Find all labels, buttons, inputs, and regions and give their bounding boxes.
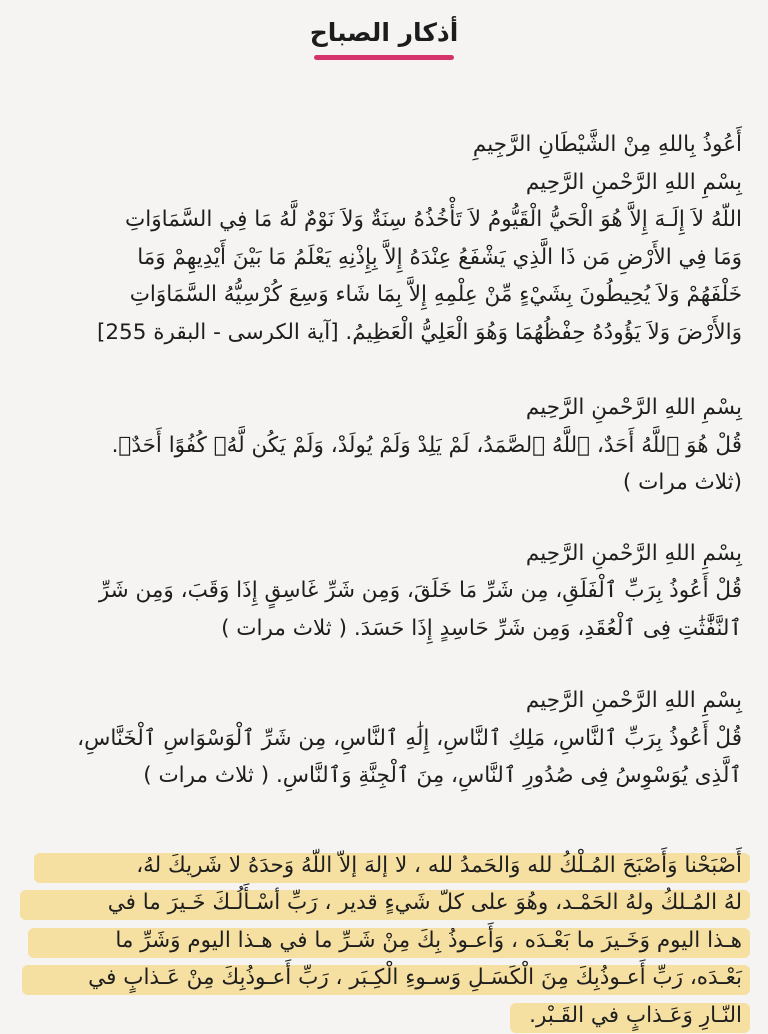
text-line: ٱلنَّفَّٰثَٰتِ فِى ٱلْعُقَدِ، وَمِن شَرِّ حَاسِدٍ إِذَا حَسَدَ. ( ثلاث مرات ) xyxy=(34,610,742,648)
section-al-ikhlas xyxy=(34,389,742,502)
highlighted-text: هـذا اليوم وَخَـيرَ ما بَعْـدَه ، وَأَعـوذُ بِكَ مِنْ شَـرِّ ما في هـذا اليوم وَشَرِّ ما xyxy=(115,928,742,953)
text-line: بِسْمِ اللهِ الرَّحْمنِ الرَّحِيم xyxy=(34,682,742,720)
highlighted-line xyxy=(34,997,742,1034)
highlighted-line xyxy=(34,847,742,885)
highlighted-line xyxy=(34,959,742,997)
highlighted-text: بَعْـدَه، رَبِّ أَعـوذُبِكَ مِنَ الْكَسَـلِ وَسـوءِ الْكِـبَر ، رَبِّ أَعـوذُبِكَ مِنْ عَـذابٍ في xyxy=(88,965,742,990)
text-line: بِسْمِ اللهِ الرَّحْمنِ الرَّحِيم xyxy=(34,389,742,427)
highlighted-text: أَصْبَحْنا وَأَصْبَحَ المُـلْكُ لله وَالحَمدُ لله ، لا إلهَ إلاّ اللّهُ وَحدَهُ لا شَريكَ لهُ، xyxy=(136,853,742,878)
highlighted-text: لهُ المُـلكُ ولهُ الحَمْـد، وهُوَ على كلّ شَيءٍ قدير ، رَبِّ أسْـأَلُـكَ خَـيرَ ما في xyxy=(108,890,742,915)
section-an-nas xyxy=(34,682,742,795)
highlighted-line xyxy=(34,884,742,922)
text-line: أَعُوذُ بِاللهِ مِنْ الشَّيْطَانِ الرَّجِيمِ xyxy=(34,126,742,164)
text-line: قُلْ أَعُوذُ بِرَبِّ ٱلْفَلَقِ، مِن شَرِّ مَا خَلَقَ، وَمِن شَرِّ غَاسِقٍ إِذَا وَقَبَ، وَمِن شَرِّ xyxy=(34,572,742,610)
text-line: بِسْمِ اللهِ الرَّحْمنِ الرَّحِيم xyxy=(34,535,742,573)
text-line: وَالأَرْضَ وَلاَ يَؤُودُهُ حِفْظُهُمَا وَهُوَ الْعَلِيُّ الْعَظِيمُ. [آية الكرسى - البقرة 255] xyxy=(34,314,742,352)
text-line: قُلْ أَعُوذُ بِرَبِّ ٱلنَّاسِ، مَلِكِ ٱلنَّاسِ، إِلَٰهِ ٱلنَّاسِ، مِن شَرِّ ٱلْوَسْوَاسِ ٱلْخَنَّاسِ، xyxy=(34,720,742,758)
text-line: خَلْفَهُمْ وَلاَ يُحِيطُونَ بِشَيْءٍ مِّنْ عِلْمِهِ إِلاَّ بِمَا شَاء وَسِعَ كُرْسِيُّهُ السَّمَاوَاتِ xyxy=(34,276,742,314)
section-ayat-al-kursi xyxy=(34,126,742,351)
text-line: وَمَا فِي الأَرْضِ مَن ذَا الَّذِي يَشْفَعُ عِنْدَهُ إِلاَّ بِإِذْنِهِ يَعْلَمُ مَا بَيْنَ أَيْدِيهِمْ وَمَا xyxy=(34,239,742,277)
text-line: بِسْمِ اللهِ الرَّحْمنِ الرَّحِيم xyxy=(34,164,742,202)
page-title: أذكار الصباح xyxy=(310,18,459,55)
section-al-falaq xyxy=(34,535,742,648)
text-line: (ثلاث مرات ) xyxy=(34,464,742,502)
header xyxy=(0,18,768,60)
text-line: اللّهُ لاَ إِلَـهَ إِلاَّ هُوَ الْحَيُّ الْقَيُّومُ لاَ تَأْخُذُهُ سِنَةٌ وَلاَ نَوْمٌ لَّهُ مَا فِي السَّمَاوَاتِ xyxy=(34,201,742,239)
text-line: قُلْ هُوَ ٱللَّهُ أَحَدٌ، ٱللَّهُ ٱلصَّمَدُ، لَمْ يَلِدْ وَلَمْ يُولَدْ، وَلَمْ يَكُن لَّهُۥ كُفُوًا أَحَدٌۢ. xyxy=(34,427,742,465)
document-body xyxy=(34,126,742,1034)
text-line: ٱلَّذِى يُوَسْوِسُ فِى صُدُورِ ٱلنَّاسِ، مِنَ ٱلْجِنَّةِ وَٱلنَّاسِ. ( ثلاث مرات ) xyxy=(34,757,742,795)
title-underline xyxy=(314,55,454,60)
highlighted-text: النّـارِ وَعَـذابٍ في القَـبْر. xyxy=(529,1003,742,1028)
highlighted-line xyxy=(34,922,742,960)
section-highlighted-dua xyxy=(34,847,742,1034)
